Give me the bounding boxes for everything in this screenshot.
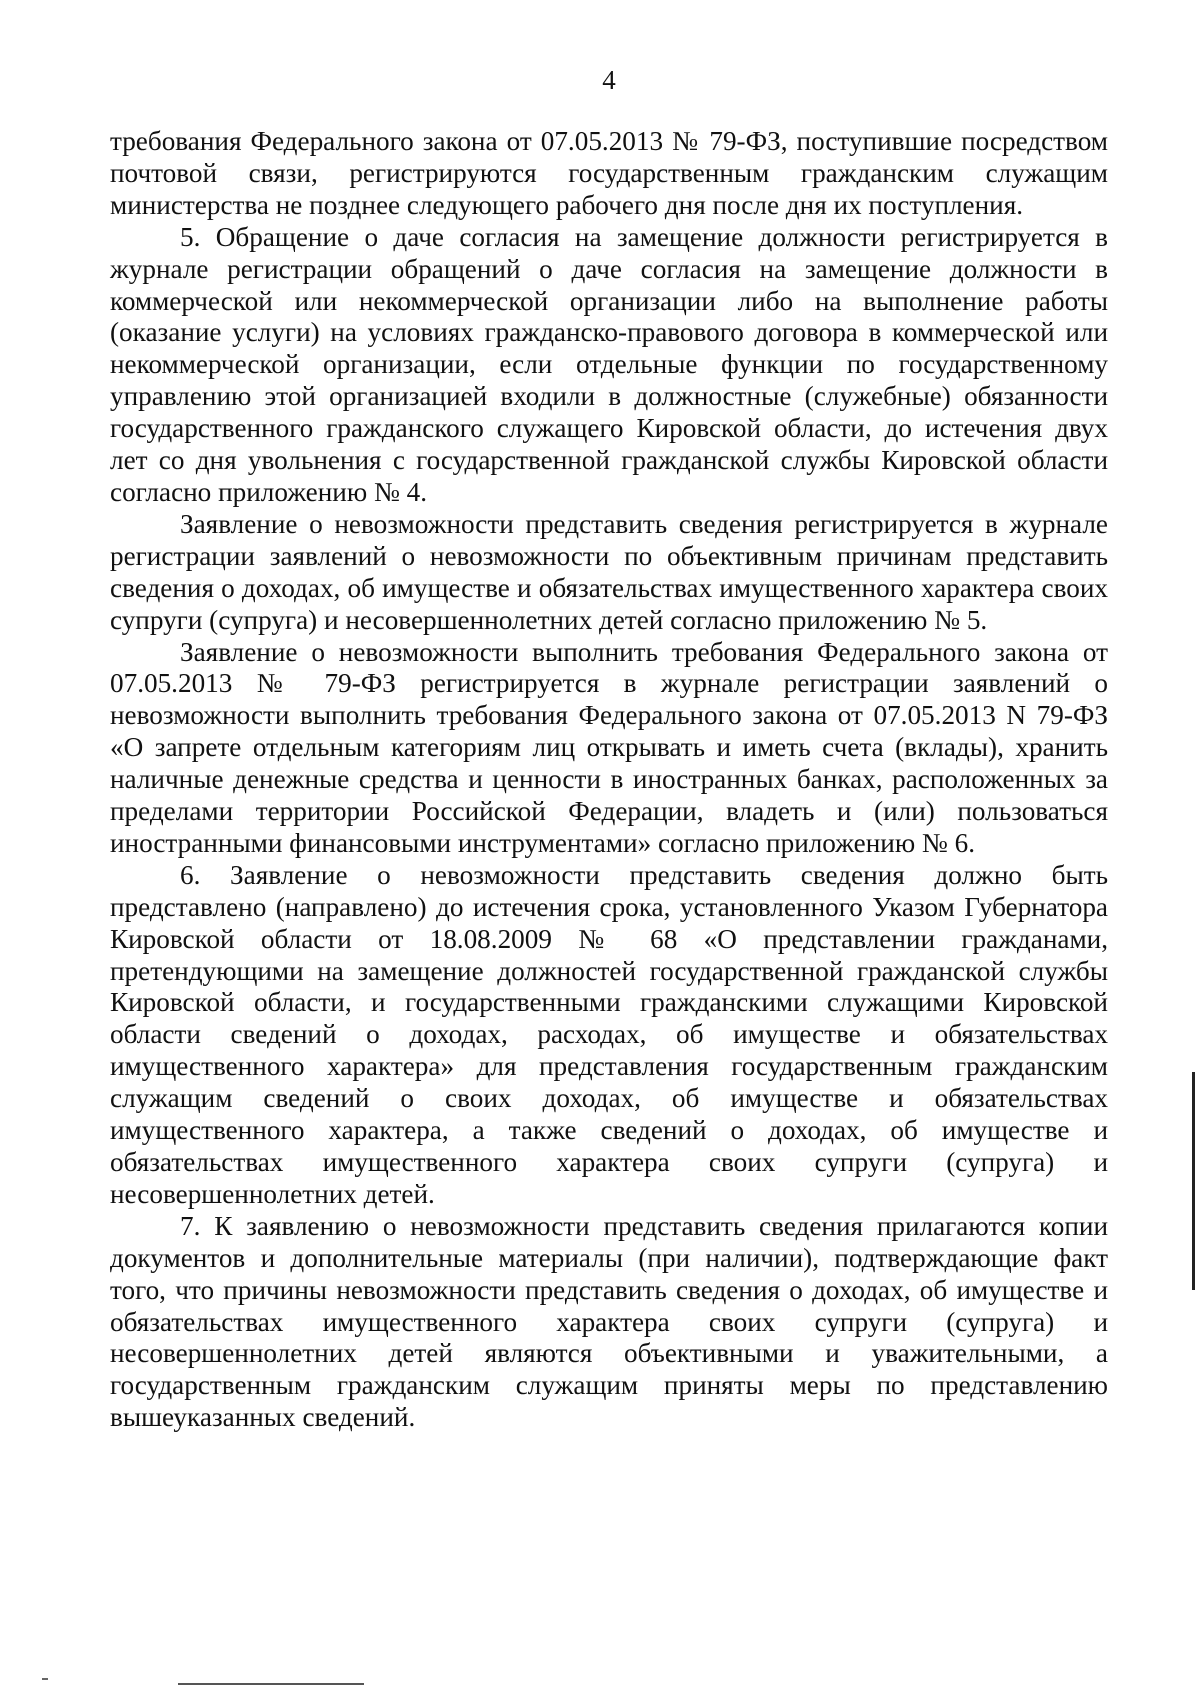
paragraph-item-6: 6. Заявление о невозможности представить сведения должно быть представлено (направлено) до истечения срока, установленного Указом Губернатора Кировской области от 18.08.2009 № 68 «О представлении гражданами, претендующими на замещение должностей государственной гражданской службы Кировской области, и государственными гражданскими служащими Кировской области сведений о доходах, расходах, об имуществе и обязательствах имущественного характера» для представления государственным гражданским служащим сведений о своих доходах, об имуществе и обязательствах имущественного характера, а также сведений о доходах, об имуществе и обязательствах имущественного характера своих супруги (супруга) и несовершеннолетних детей. <box>110 859 1108 1209</box>
paragraph-statement-info: Заявление о невозможности представить сведения регистрируется в журнале регистрации заявлений о невозможности по объективным причинам представить сведения о доходах, об имуществе и обязательствах имущественного характера своих супруги (супруга) и несовершеннолетних детей согласно приложению № 5. <box>110 508 1108 635</box>
margin-scan-bar <box>1192 1072 1195 1290</box>
footer-rule <box>178 1683 364 1685</box>
page-number: 4 <box>602 65 616 95</box>
paragraph-statement-law: Заявление о невозможности выполнить требования Федерального закона от 07.05.2013 № 79-ФЗ регистрируется в журнале регистрации заявлений о невозможности выполнить требования Федерального закона от 07.05.2013 N 79-ФЗ «О запрете отдельным категориям лиц открывать и иметь счета (вклады), хранить наличные денежные средства и ценности в иностранных банках, расположенных за пределами территории Российской Федерации, владеть и (или) пользоваться иностранными финансовыми инструментами» согласно приложению № 6. <box>110 636 1108 858</box>
document-body <box>110 126 1108 1434</box>
paragraph-item-5: 5. Обращение о даче согласия на замещение должности регистрируется в журнале регистрации обращений о даче согласия на замещение должности в коммерческой или некоммерческой организации либо на выполнение работы (оказание услуги) на условиях гражданско-правового договора в коммерческой или некоммерческой организации, если отдельные функции по государственному управлению этой организацией входили в должностные (служебные) обязанности государственного гражданского служащего Кировской области, до истечения двух лет со дня увольнения с государственной гражданской службы Кировской области согласно приложению № 4. <box>110 221 1108 507</box>
paragraph-item-7: 7. К заявлению о невозможности представить сведения прилагаются копии документов и дополнительные материалы (при наличии), подтверждающие факт того, что причины невозможности представить сведения о доходах, об имуществе и обязательствах имущественного характера своих супруги (супруга) и несовершеннолетних детей являются объективными и уважительными, а государственным гражданским служащим приняты меры по представлению вышеуказанных сведений. <box>110 1210 1108 1433</box>
corner-scan-mark <box>42 1678 48 1680</box>
paragraph-continuation: требования Федерального закона от 07.05.2013 № 79-ФЗ, поступившие посредством почтовой связи, регистрируются государственным гражданским служащим министерства не позднее следующего рабочего дня после дня их поступления. <box>110 126 1108 220</box>
